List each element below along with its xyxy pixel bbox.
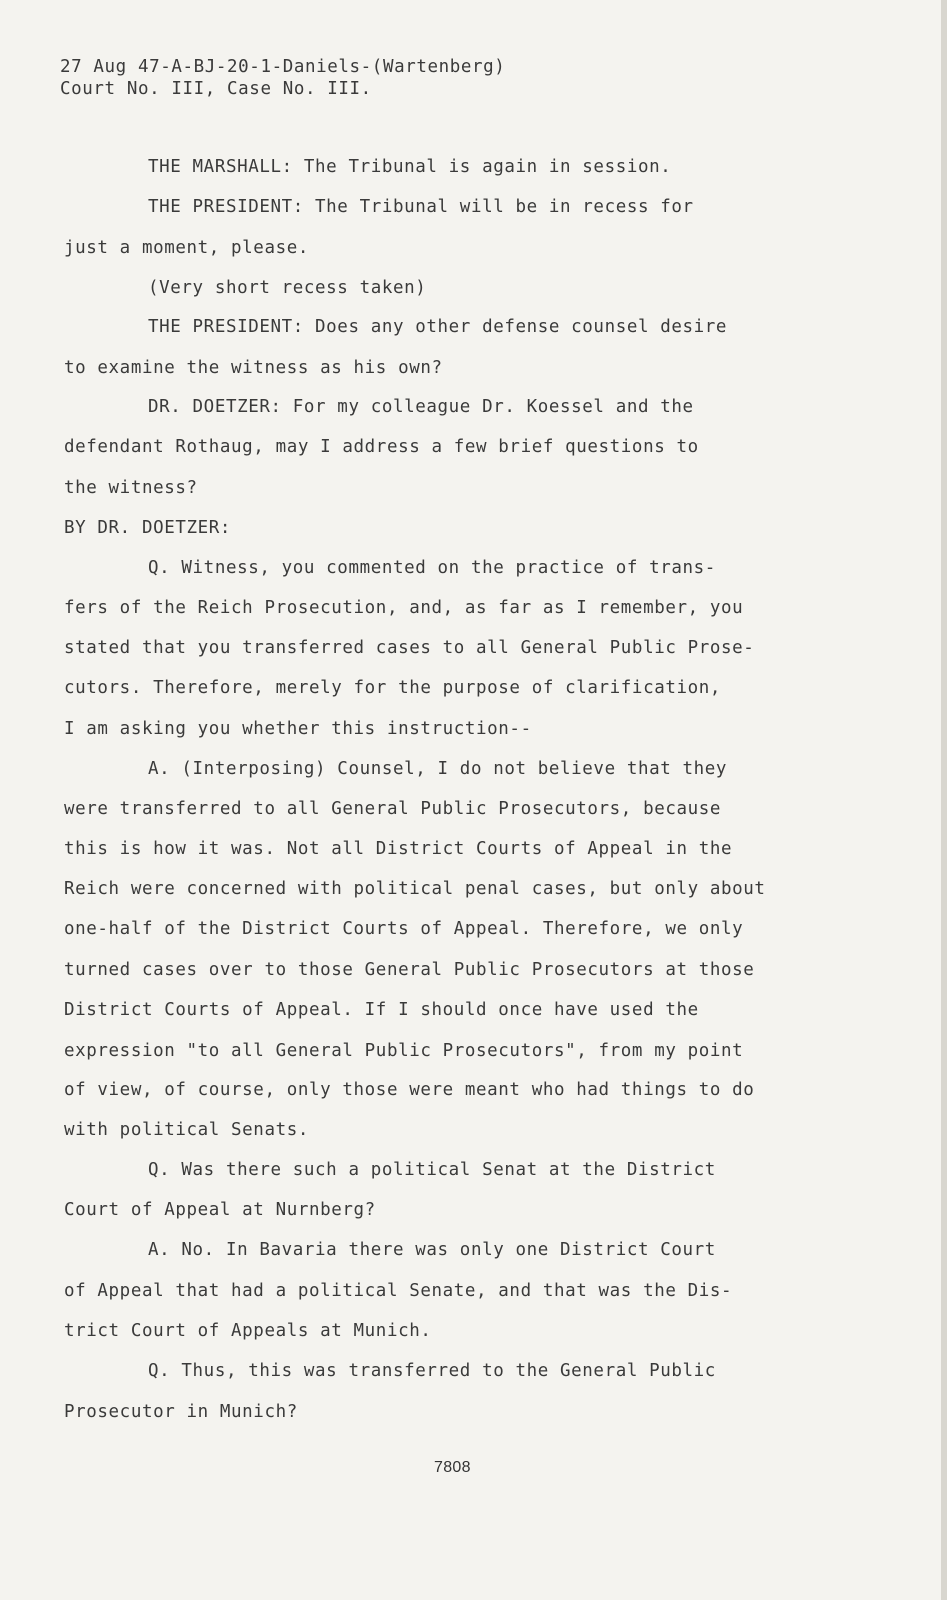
header-line-2: Court No. III, Case No. III.: [60, 79, 372, 99]
transcript-line: DR. DOETZER: For my colleague Dr. Koessel and the: [148, 397, 694, 417]
transcript-line: defendant Rothaug, may I address a few brief questions to: [64, 437, 699, 457]
transcript-line: BY DR. DOETZER:: [64, 518, 232, 538]
transcript-line: Prosecutor in Munich?: [64, 1402, 298, 1422]
transcript-line: (Very short recess taken): [148, 278, 427, 298]
transcript-line: stated that you transferred cases to all General Public Prose-: [64, 638, 755, 658]
transcript-line: of Appeal that had a political Senate, and that was the Dis-: [64, 1281, 733, 1301]
transcript-line: District Courts of Appeal. If I should once have used the: [64, 1000, 699, 1020]
transcript-line: were transferred to all General Public Prosecutors, because: [64, 799, 722, 819]
transcript-line: THE PRESIDENT: Does any other defense counsel desire: [148, 317, 728, 337]
transcript-line: Q. Witness, you commented on the practice of trans-: [148, 558, 716, 578]
transcript-line: A. No. In Bavaria there was only one District Court: [148, 1240, 716, 1260]
transcript-line: to examine the witness as his own?: [64, 358, 443, 378]
transcript-line: one-half of the District Courts of Appeal. Therefore, we only: [64, 919, 744, 939]
transcript-line: A. (Interposing) Counsel, I do not believe that they: [148, 759, 728, 779]
transcript-line: just a moment, please.: [64, 238, 309, 258]
transcript-line: Q. Was there such a political Senat at the District: [148, 1160, 716, 1180]
page-number: 7808: [434, 1459, 471, 1476]
header-line-1: 27 Aug 47-A-BJ-20-1-Daniels-(Wartenberg): [60, 57, 506, 77]
transcript-line: turned cases over to those General Public Prosecutors at those: [64, 960, 755, 980]
transcript-line: THE PRESIDENT: The Tribunal will be in recess for: [148, 197, 694, 217]
transcript-line: trict Court of Appeals at Munich.: [64, 1321, 432, 1341]
transcript-line: Reich were concerned with political penal cases, but only about: [64, 879, 766, 899]
transcript-line: Q. Thus, this was transferred to the General Public: [148, 1361, 716, 1381]
transcript-line: I am asking you whether this instruction--: [64, 719, 532, 739]
transcript-line: fers of the Reich Prosecution, and, as far as I remember, you: [64, 598, 744, 618]
transcript-line: Court of Appeal at Nurnberg?: [64, 1200, 376, 1220]
transcript-line: expression "to all General Public Prosecutors", from my point: [64, 1041, 744, 1061]
transcript-line: with political Senats.: [64, 1120, 309, 1140]
transcript-line: of view, of course, only those were meant who had things to do: [64, 1080, 755, 1100]
transcript-line: the witness?: [64, 478, 198, 498]
transcript-line: cutors. Therefore, merely for the purpose of clarification,: [64, 678, 722, 698]
transcript-line: this is how it was. Not all District Courts of Appeal in the: [64, 839, 733, 859]
transcript-line: THE MARSHALL: The Tribunal is again in session.: [148, 157, 672, 177]
